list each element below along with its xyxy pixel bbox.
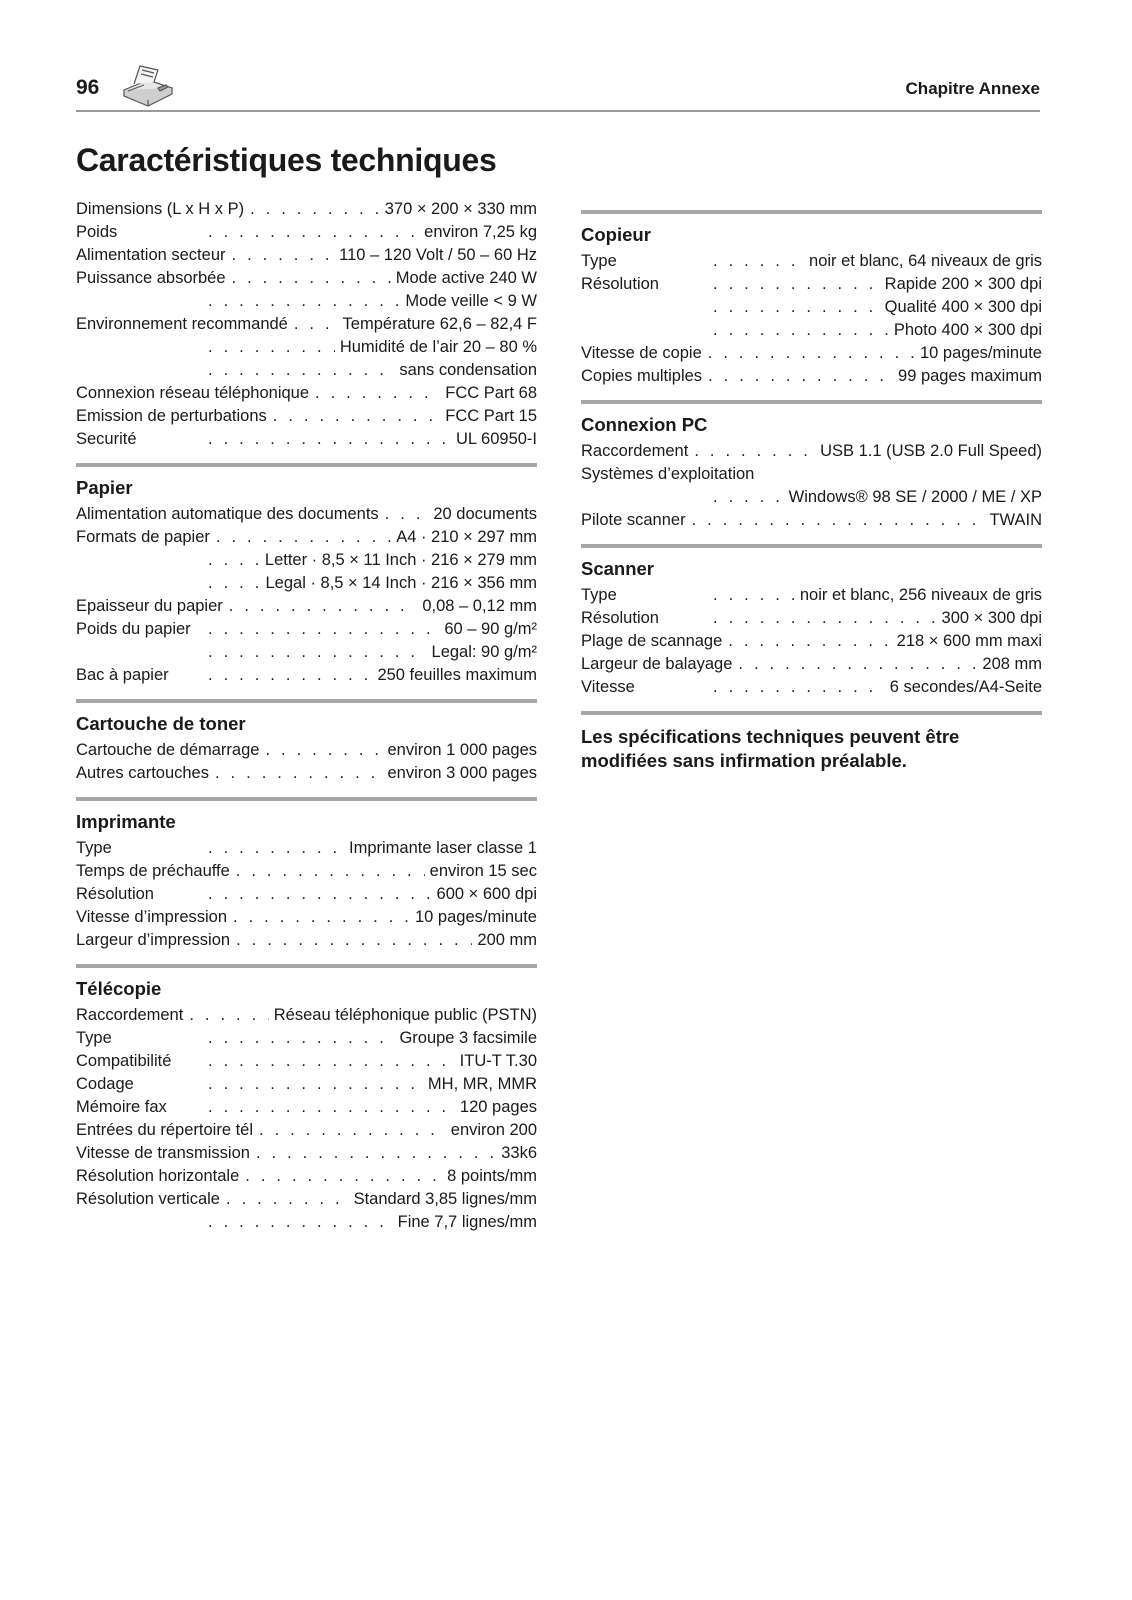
dot-leader: [208, 428, 451, 451]
section-toner: [76, 699, 537, 785]
section-connexion-pc: [581, 400, 1042, 532]
dot-leader: [738, 653, 977, 676]
spec-row: [581, 273, 1042, 296]
spec-row: [581, 250, 1042, 273]
fax-machine-icon: [118, 60, 176, 108]
spec-value: Groupe 3 facsimile: [399, 1029, 537, 1047]
section-papier: [76, 463, 537, 687]
dot-leader: [208, 837, 344, 860]
dot-leader: [713, 296, 880, 319]
dot-leader: [208, 664, 372, 687]
spec-label: Cartouche de démarrage: [76, 741, 260, 759]
dot-leader: [713, 250, 804, 273]
spec-value: Letter · 8,5 × 11 Inch · 216 × 279 mm: [264, 551, 537, 569]
spec-label: Type: [581, 252, 617, 270]
spec-value: environ 3 000 pages: [387, 764, 537, 782]
spec-value: 600 × 600 dpi: [436, 885, 537, 903]
spec-value: environ 15 sec: [429, 862, 537, 880]
dot-leader: [713, 607, 937, 630]
spec-label: Connexion réseau téléphonique: [76, 384, 310, 402]
dot-leader: [208, 1027, 394, 1050]
dot-leader: [232, 267, 391, 290]
spec-value: 300 × 300 dpi: [941, 609, 1042, 627]
spec-label: Résolution horizontale: [76, 1167, 240, 1185]
spec-label: Vitesse de transmission: [76, 1144, 250, 1162]
spec-label: Alimentation secteur: [76, 246, 226, 264]
spec-label: Autres cartouches: [76, 764, 209, 782]
spec-label: Largeur de balayage: [581, 655, 733, 673]
dot-leader: [245, 1165, 442, 1188]
spec-row: [76, 1211, 537, 1234]
spec-row: [76, 1073, 537, 1096]
spec-row: [76, 906, 537, 929]
spec-row: [581, 584, 1042, 607]
spec-row: [76, 221, 537, 244]
spec-value: 110 – 120 Volt / 50 – 60 Hz: [339, 246, 537, 264]
spec-value: noir et blanc, 256 niveaux de gris: [799, 586, 1042, 604]
section-copieur: [581, 210, 1042, 388]
dot-leader: [694, 440, 815, 463]
dot-leader: [208, 359, 394, 382]
spec-value: ITU-T T.30: [459, 1052, 537, 1070]
spec-label: Type: [76, 1029, 112, 1047]
spec-label: Codage: [76, 1075, 134, 1093]
dot-leader: [708, 365, 893, 388]
dot-leader: [708, 342, 915, 365]
dot-leader: [713, 584, 795, 607]
spec-row: [76, 1096, 537, 1119]
dot-leader: [208, 336, 335, 359]
spec-row: [76, 641, 537, 664]
spec-label: Copies multiples: [581, 367, 703, 385]
spec-row: [76, 1050, 537, 1073]
section-title: Connexion PC: [581, 414, 708, 435]
page-title: Caractéristiques techniques: [76, 142, 497, 178]
spec-value: 8 points/mm: [447, 1167, 537, 1185]
spec-row: [76, 929, 537, 952]
dot-leader: [216, 526, 391, 549]
dot-leader: [259, 1119, 446, 1142]
dot-leader: [208, 883, 432, 906]
dot-leader: [256, 1142, 496, 1165]
spec-value: Rapide 200 × 300 dpi: [884, 275, 1042, 293]
spec-value: 200 mm: [477, 931, 537, 949]
spec-row: [76, 837, 537, 860]
spec-value: A4 · 210 × 297 mm: [396, 528, 537, 546]
spec-label: Puissance absorbée: [76, 269, 226, 287]
spec-value: USB 1.1 (USB 2.0 Full Speed): [820, 442, 1042, 460]
specification-note: Les spécifications techniques peuvent être modifiées sans infirmation préalable.: [581, 726, 960, 771]
spec-row: [76, 1188, 537, 1211]
page-number: 96: [76, 76, 100, 99]
section-title: Scanner: [581, 558, 655, 579]
spec-row: [76, 1119, 537, 1142]
section-title: Copieur: [581, 224, 651, 245]
dot-leader: [208, 1211, 393, 1234]
spec-label: Poids du papier: [76, 620, 191, 638]
spec-value: Mode active 240 W: [395, 269, 537, 287]
spec-value: UL 60950-I: [455, 430, 537, 448]
spec-row: [76, 618, 537, 641]
spec-value: 370 × 200 × 330 mm: [384, 200, 537, 218]
spec-label: Formats de papier: [76, 528, 210, 546]
page-header: [76, 60, 1040, 112]
spec-row: [76, 739, 537, 762]
spec-row: [581, 486, 1042, 509]
spec-label: Largeur d’impression: [76, 931, 231, 949]
spec-row: [76, 290, 537, 313]
spec-value: 60 – 90 g/m²: [444, 620, 537, 638]
spec-row: [581, 653, 1042, 676]
section-title: Papier: [76, 477, 133, 498]
dot-leader: [189, 1004, 268, 1027]
dot-leader: [215, 762, 382, 785]
spec-label: Emission de perturbations: [76, 407, 267, 425]
spec-value: Photo 400 × 300 dpi: [893, 321, 1042, 339]
spec-row: [76, 1142, 537, 1165]
spec-label: Type: [76, 839, 112, 857]
chapter-title: Chapitre Annexe: [905, 79, 1040, 98]
spec-value: 10 pages/minute: [919, 344, 1042, 362]
dot-leader: [265, 739, 382, 762]
spec-row: [76, 1027, 537, 1050]
spec-row: [581, 319, 1042, 342]
spec-row: [76, 313, 537, 336]
spec-value: 20 documents: [433, 505, 537, 523]
dot-leader: [229, 595, 418, 618]
dot-leader: [208, 549, 260, 572]
dot-leader: [208, 290, 400, 313]
spec-row: [76, 664, 537, 687]
spec-value: Fine 7,7 lignes/mm: [397, 1213, 537, 1231]
spec-value: 33k6: [501, 1144, 537, 1162]
spec-label: Résolution verticale: [76, 1190, 220, 1208]
spec-value: Legal: 90 g/m²: [431, 643, 537, 661]
spec-label: Raccordement: [76, 1006, 184, 1024]
spec-row: [76, 405, 537, 428]
section-imprimante: [76, 797, 537, 952]
spec-row: [76, 572, 537, 595]
dot-leader: [315, 382, 440, 405]
spec-label: Temps de préchauffe: [76, 862, 230, 880]
spec-value: 250 feuilles maximum: [377, 666, 537, 684]
spec-row: [581, 463, 1042, 486]
spec-row: [76, 336, 537, 359]
spec-value: Standard 3,85 lignes/mm: [353, 1190, 537, 1208]
spec-value: 0,08 – 0,12 mm: [422, 597, 537, 615]
spec-row: [76, 526, 537, 549]
spec-row: [76, 762, 537, 785]
section-scanner: [581, 544, 1042, 699]
spec-value: Legal · 8,5 × 14 Inch · 216 × 356 mm: [265, 574, 537, 592]
dot-leader: [208, 618, 439, 641]
spec-row: [76, 1165, 537, 1188]
spec-value: Qualité 400 × 300 dpi: [884, 298, 1042, 316]
dot-leader: [233, 906, 410, 929]
spec-row: [76, 359, 537, 382]
spec-value: FCC Part 15: [445, 407, 537, 425]
dot-leader: [294, 313, 338, 336]
spec-row: [76, 382, 537, 405]
spec-value: MH, MR, MMR: [427, 1075, 537, 1093]
dot-leader: [226, 1188, 349, 1211]
section-title: Télécopie: [76, 978, 162, 999]
spec-label: Entrées du répertoire tél: [76, 1121, 254, 1139]
spec-value: Imprimante laser classe 1: [349, 839, 537, 857]
dot-leader: [232, 244, 335, 267]
dot-leader: [273, 405, 441, 428]
spec-label: Résolution: [76, 885, 154, 903]
spec-row: [581, 440, 1042, 463]
spec-row: [581, 509, 1042, 532]
dot-leader: [692, 509, 985, 532]
spec-label: Plage de scannage: [581, 632, 723, 650]
spec-row: [581, 365, 1042, 388]
spec-row: [76, 1004, 537, 1027]
spec-value: Windows® 98 SE / 2000 / ME / XP: [788, 488, 1042, 506]
spec-value: Mode veille < 9 W: [405, 292, 537, 310]
spec-row: [76, 595, 537, 618]
note-section: [581, 711, 1042, 773]
spec-label: Alimentation automatique des documents: [76, 505, 379, 523]
dot-leader: [713, 676, 885, 699]
spec-label: Bac à papier: [76, 666, 169, 684]
spec-value: sans condensation: [399, 361, 537, 379]
spec-label: Compatibilité: [76, 1052, 172, 1070]
dot-leader: [208, 221, 419, 244]
spec-value: 10 pages/minute: [414, 908, 537, 926]
spec-row: [76, 267, 537, 290]
section-telecopie: [76, 964, 537, 1234]
spec-label: Résolution: [581, 275, 659, 293]
dot-leader: [208, 641, 427, 664]
spec-value: environ 200: [450, 1121, 537, 1139]
spec-label: Type: [581, 586, 617, 604]
spec-value: Réseau téléphonique public (PSTN): [273, 1006, 537, 1024]
spec-row: [76, 428, 537, 451]
section-title: Cartouche de toner: [76, 713, 246, 734]
spec-label: Résolution: [581, 609, 659, 627]
spec-label: Pilote scanner: [581, 511, 686, 529]
spec-row: [76, 883, 537, 906]
left-column: [76, 198, 537, 1234]
right-column: [581, 198, 1042, 773]
dot-leader: [208, 1073, 423, 1096]
section-title: Imprimante: [76, 811, 176, 832]
spec-label: Securité: [76, 430, 137, 448]
section-general: [76, 198, 537, 451]
spec-value: TWAIN: [989, 511, 1042, 529]
spec-value: FCC Part 68: [445, 384, 537, 402]
spec-row: [581, 296, 1042, 319]
dot-leader: [250, 198, 380, 221]
dot-leader: [713, 319, 889, 342]
spec-label: Mémoire fax: [76, 1098, 167, 1116]
spec-value: 99 pages maximum: [898, 367, 1042, 385]
spec-label: Poids: [76, 223, 118, 241]
dot-leader: [236, 929, 472, 952]
spec-label: Vitesse de copie: [581, 344, 702, 362]
spec-row: [76, 860, 537, 883]
spec-row: [76, 503, 537, 526]
spec-label: Vitesse: [581, 678, 635, 696]
spec-value: 218 × 600 mm maxi: [896, 632, 1042, 650]
spec-label: Vitesse d’impression: [76, 908, 228, 926]
dot-leader: [236, 860, 425, 883]
spec-row: [76, 244, 537, 267]
spec-value: environ 1 000 pages: [387, 741, 537, 759]
spec-row: [581, 676, 1042, 699]
dot-leader: [208, 1096, 455, 1119]
spec-label: Raccordement: [581, 442, 689, 460]
dot-leader: [208, 1050, 455, 1073]
spec-label: Systèmes d’exploitation: [581, 465, 755, 483]
spec-value: 6 secondes/A4-Seite: [889, 678, 1042, 696]
spec-value: 120 pages: [459, 1098, 537, 1116]
dot-leader: [208, 572, 260, 595]
dot-leader: [713, 273, 880, 296]
spec-value: Humidité de l’air 20 – 80 %: [339, 338, 537, 356]
spec-label: Epaisseur du papier: [76, 597, 223, 615]
spec-value: noir et blanc, 64 niveaux de gris: [809, 252, 1042, 270]
spec-row: [581, 630, 1042, 653]
spec-row: [581, 342, 1042, 365]
spec-value: Température 62,6 – 82,4 F: [342, 315, 537, 333]
spec-row: [581, 607, 1042, 630]
spec-value: 208 mm: [982, 655, 1042, 673]
dot-leader: [728, 630, 891, 653]
spec-row: [76, 198, 537, 221]
spec-row: [76, 549, 537, 572]
spec-value: environ 7,25 kg: [424, 223, 537, 241]
dot-leader: [385, 503, 429, 526]
spec-label: Dimensions (L x H x P): [76, 200, 245, 218]
spec-label: Environnement recommandé: [76, 315, 288, 333]
dot-leader: [713, 486, 784, 509]
